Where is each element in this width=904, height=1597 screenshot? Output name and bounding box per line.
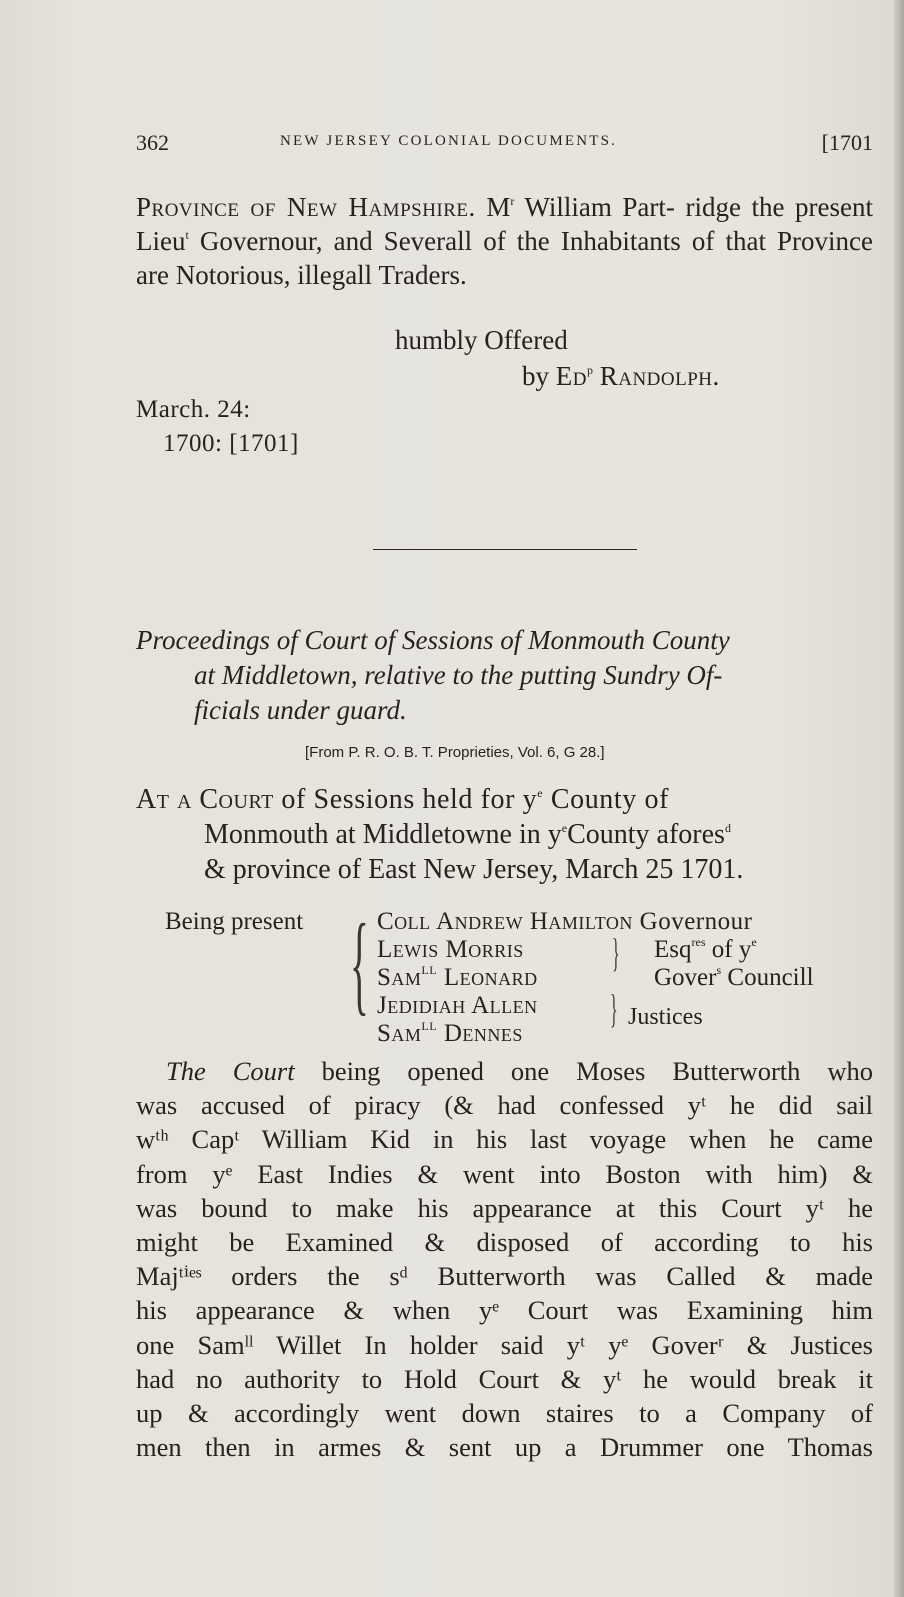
paragraph2-line: wᵗʰ Capᵗ William Kid in his last voyage when he came [136, 1124, 873, 1155]
signature-randolph: by Ed$^p$ Randolph. [522, 361, 720, 391]
paragraph2-line: one Samˡˡ Willet In holder said yᵗ yᵉ Goverʳ & Justices [136, 1329, 873, 1360]
name-morris: Lewis Morris [377, 936, 524, 963]
date-line-2: 1700: [1701] [163, 430, 299, 457]
paragraph-butterworth [136, 1054, 873, 1464]
brace-right-2: } [610, 986, 618, 1031]
paragraph2-line: had no authority to Hold Court & yᵗ he would break it [136, 1363, 873, 1394]
name-leonard: Sam$^{LL}$ Leonard [377, 963, 538, 991]
page-edge [894, 0, 904, 1597]
justices-label: Justices [628, 1004, 703, 1030]
humbly-offered: humbly Offered [395, 325, 568, 355]
esquires-label: Esq$^{res}$ of $y^e$ [654, 935, 757, 963]
brace-right-1: } [612, 930, 620, 975]
page-number: 362 [136, 130, 169, 155]
paragraph2-line: might be Examined & disposed of according to his [136, 1226, 873, 1257]
paragraph1-text-4: the Inhabitants of that Province are Notorious, illegall [136, 226, 873, 290]
paragraph2-line: The Court being opened one Moses Butterworth who [166, 1056, 873, 1086]
left-brace: { [350, 902, 369, 1026]
header-year: [1701 [821, 130, 873, 155]
paragraph2-line: was accused of piracy (& had confessed yᵗ he did sail [136, 1090, 873, 1121]
being-present-label: Being present [165, 908, 304, 935]
name-allen: Jedidiah Allen [377, 992, 538, 1019]
paragraph2-line: Majᵗⁱᵉˢ orders the sᵈ Butterworth was Called & made [136, 1261, 873, 1292]
mr-abbrev: $M^r$ [486, 192, 515, 222]
paragraph-new-hampshire: Province of New Hampshire. $M^r$ William Part- ridge the present Lieu$^t$ Governour, and Severall of the Inhabitants of that Province are Notorious, illegall Traders. [136, 192, 874, 290]
name-hamilton: Coll Andrew Hamilton Governour [377, 908, 753, 935]
name-dennes: Sam$^{LL}$ Dennes [377, 1019, 523, 1047]
section-divider [373, 549, 637, 550]
province-heading: Province of New Hampshire. [136, 192, 476, 222]
paragraph2-line: was bound to make his appearance at this Court yᵗ he [136, 1192, 873, 1223]
paragraph1-text-5: Traders. [378, 260, 467, 290]
date-line-1: March. 24: [136, 396, 251, 423]
document-title: Proceedings of Court of Sessions of Monmouth County at Middletown, relative to the putting Sundry Of- ficials under guard. [136, 625, 730, 725]
paragraph2-line: his appearance & when yᵉ Court was Examining him [136, 1295, 873, 1326]
paragraph2-line: men then in armes & sent up a Drummer one Thomas [136, 1432, 873, 1463]
governours-councill-label: Gover$^s$ Councill [654, 963, 814, 991]
paragraph1-text-2: ridge the present Lieu [136, 192, 874, 256]
paragraph1-text-3: Governour, and Severall of [199, 226, 506, 256]
source-note: [From P. R. O. B. T. Proprieties, Vol. 6, G 28.] [305, 744, 605, 761]
paragraph1-text-1: William Part- [524, 192, 675, 222]
paragraph2-line: from yᵉ East Indies & went into Boston with him) & [136, 1158, 873, 1189]
paragraph2-line: up & accordingly went down staires to a Company of [136, 1397, 873, 1428]
running-title: NEW JERSEY COLONIAL DOCUMENTS. [280, 133, 618, 149]
court-opening: At a Court of Sessions held for $y^e$ County of Monmouth at Middletowne in $y^eCounty$ afores$^d$ & province of East New Jersey, March 25 1701. [136, 784, 744, 885]
running-header [136, 130, 873, 160]
